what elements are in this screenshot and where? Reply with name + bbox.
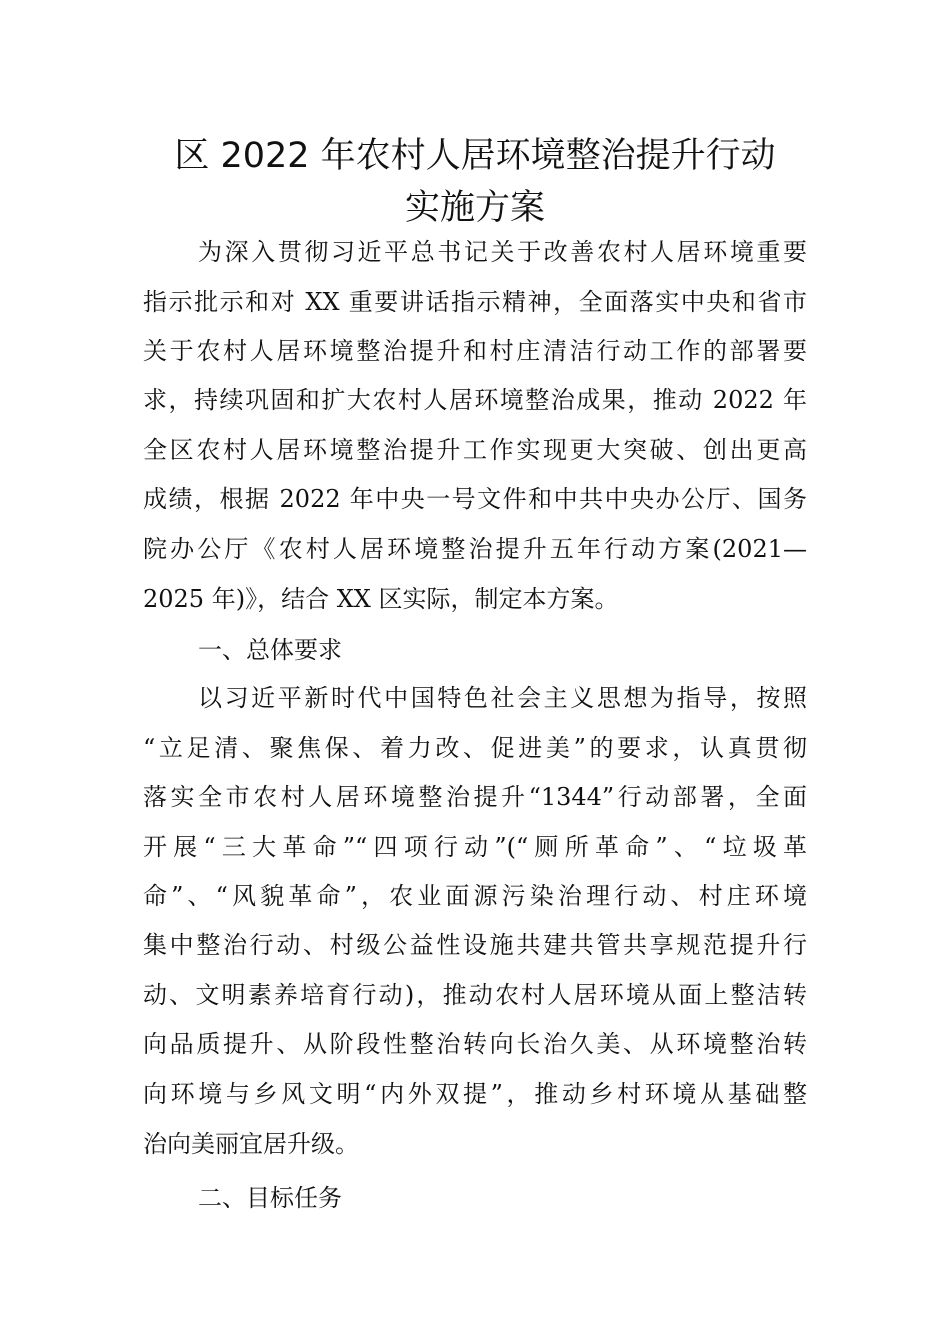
paragraph-line: 动、文明素养培育行动)，推动农村人居环境从面上整洁转 bbox=[143, 981, 807, 1009]
paragraph-line: 治向美丽宜居升级。 bbox=[143, 1130, 359, 1158]
paragraph-line: 成绩，根据 2022 年中央一号文件和中共中央办公厅、国务 bbox=[143, 485, 807, 513]
paragraph-line: 院办公厅《农村人居环境整治提升五年行动方案(2021— bbox=[143, 535, 807, 563]
paragraph-line: 全区农村人居环境整治提升工作实现更大突破、创出更高 bbox=[143, 436, 807, 464]
paragraph-line: “立足清、聚焦保、着力改、促进美”的要求，认真贯彻 bbox=[143, 734, 807, 762]
document-title-line-2: 实施方案 bbox=[404, 188, 545, 228]
section-heading-goals-tasks: 二、目标任务 bbox=[198, 1184, 342, 1212]
paragraph-line: 关于农村人居环境整治提升和村庄清洁行动工作的部署要 bbox=[143, 337, 807, 365]
paragraph-line: 集中整治行动、村级公益性设施共建共管共享规范提升行 bbox=[143, 931, 807, 959]
paragraph-line: 2025 年)》，结合 XX 区实际，制定本方案。 bbox=[143, 585, 619, 613]
section-heading-overall-requirements: 一、总体要求 bbox=[198, 636, 342, 664]
paragraph-line: 以习近平新时代中国特色社会主义思想为指导，按照 bbox=[198, 684, 807, 712]
paragraph-line: 指示批示和对 XX 重要讲话指示精神，全面落实中央和省市 bbox=[143, 288, 807, 316]
document-title-line-1: 区 2022 年农村人居环境整治提升行动 bbox=[174, 136, 776, 176]
paragraph-line: 求，持续巩固和扩大农村人居环境整治成果，推动 2022 年 bbox=[143, 386, 807, 414]
paragraph-line: 命”、“风貌革命”，农业面源污染治理行动、村庄环境 bbox=[143, 882, 807, 910]
paragraph-line: 为深入贯彻习近平总书记关于改善农村人居环境重要 bbox=[198, 238, 807, 266]
paragraph-line: 向环境与乡风文明“内外双提”，推动乡村环境从基础整 bbox=[143, 1080, 807, 1108]
paragraph-line: 开展“三大革命”“四项行动”(“厕所革命”、“垃圾革 bbox=[143, 833, 807, 861]
paragraph-line: 落实全市农村人居环境整治提升“1344”行动部署，全面 bbox=[143, 783, 807, 811]
paragraph-line: 向品质提升、从阶段性整治转向长治久美、从环境整治转 bbox=[143, 1030, 807, 1058]
